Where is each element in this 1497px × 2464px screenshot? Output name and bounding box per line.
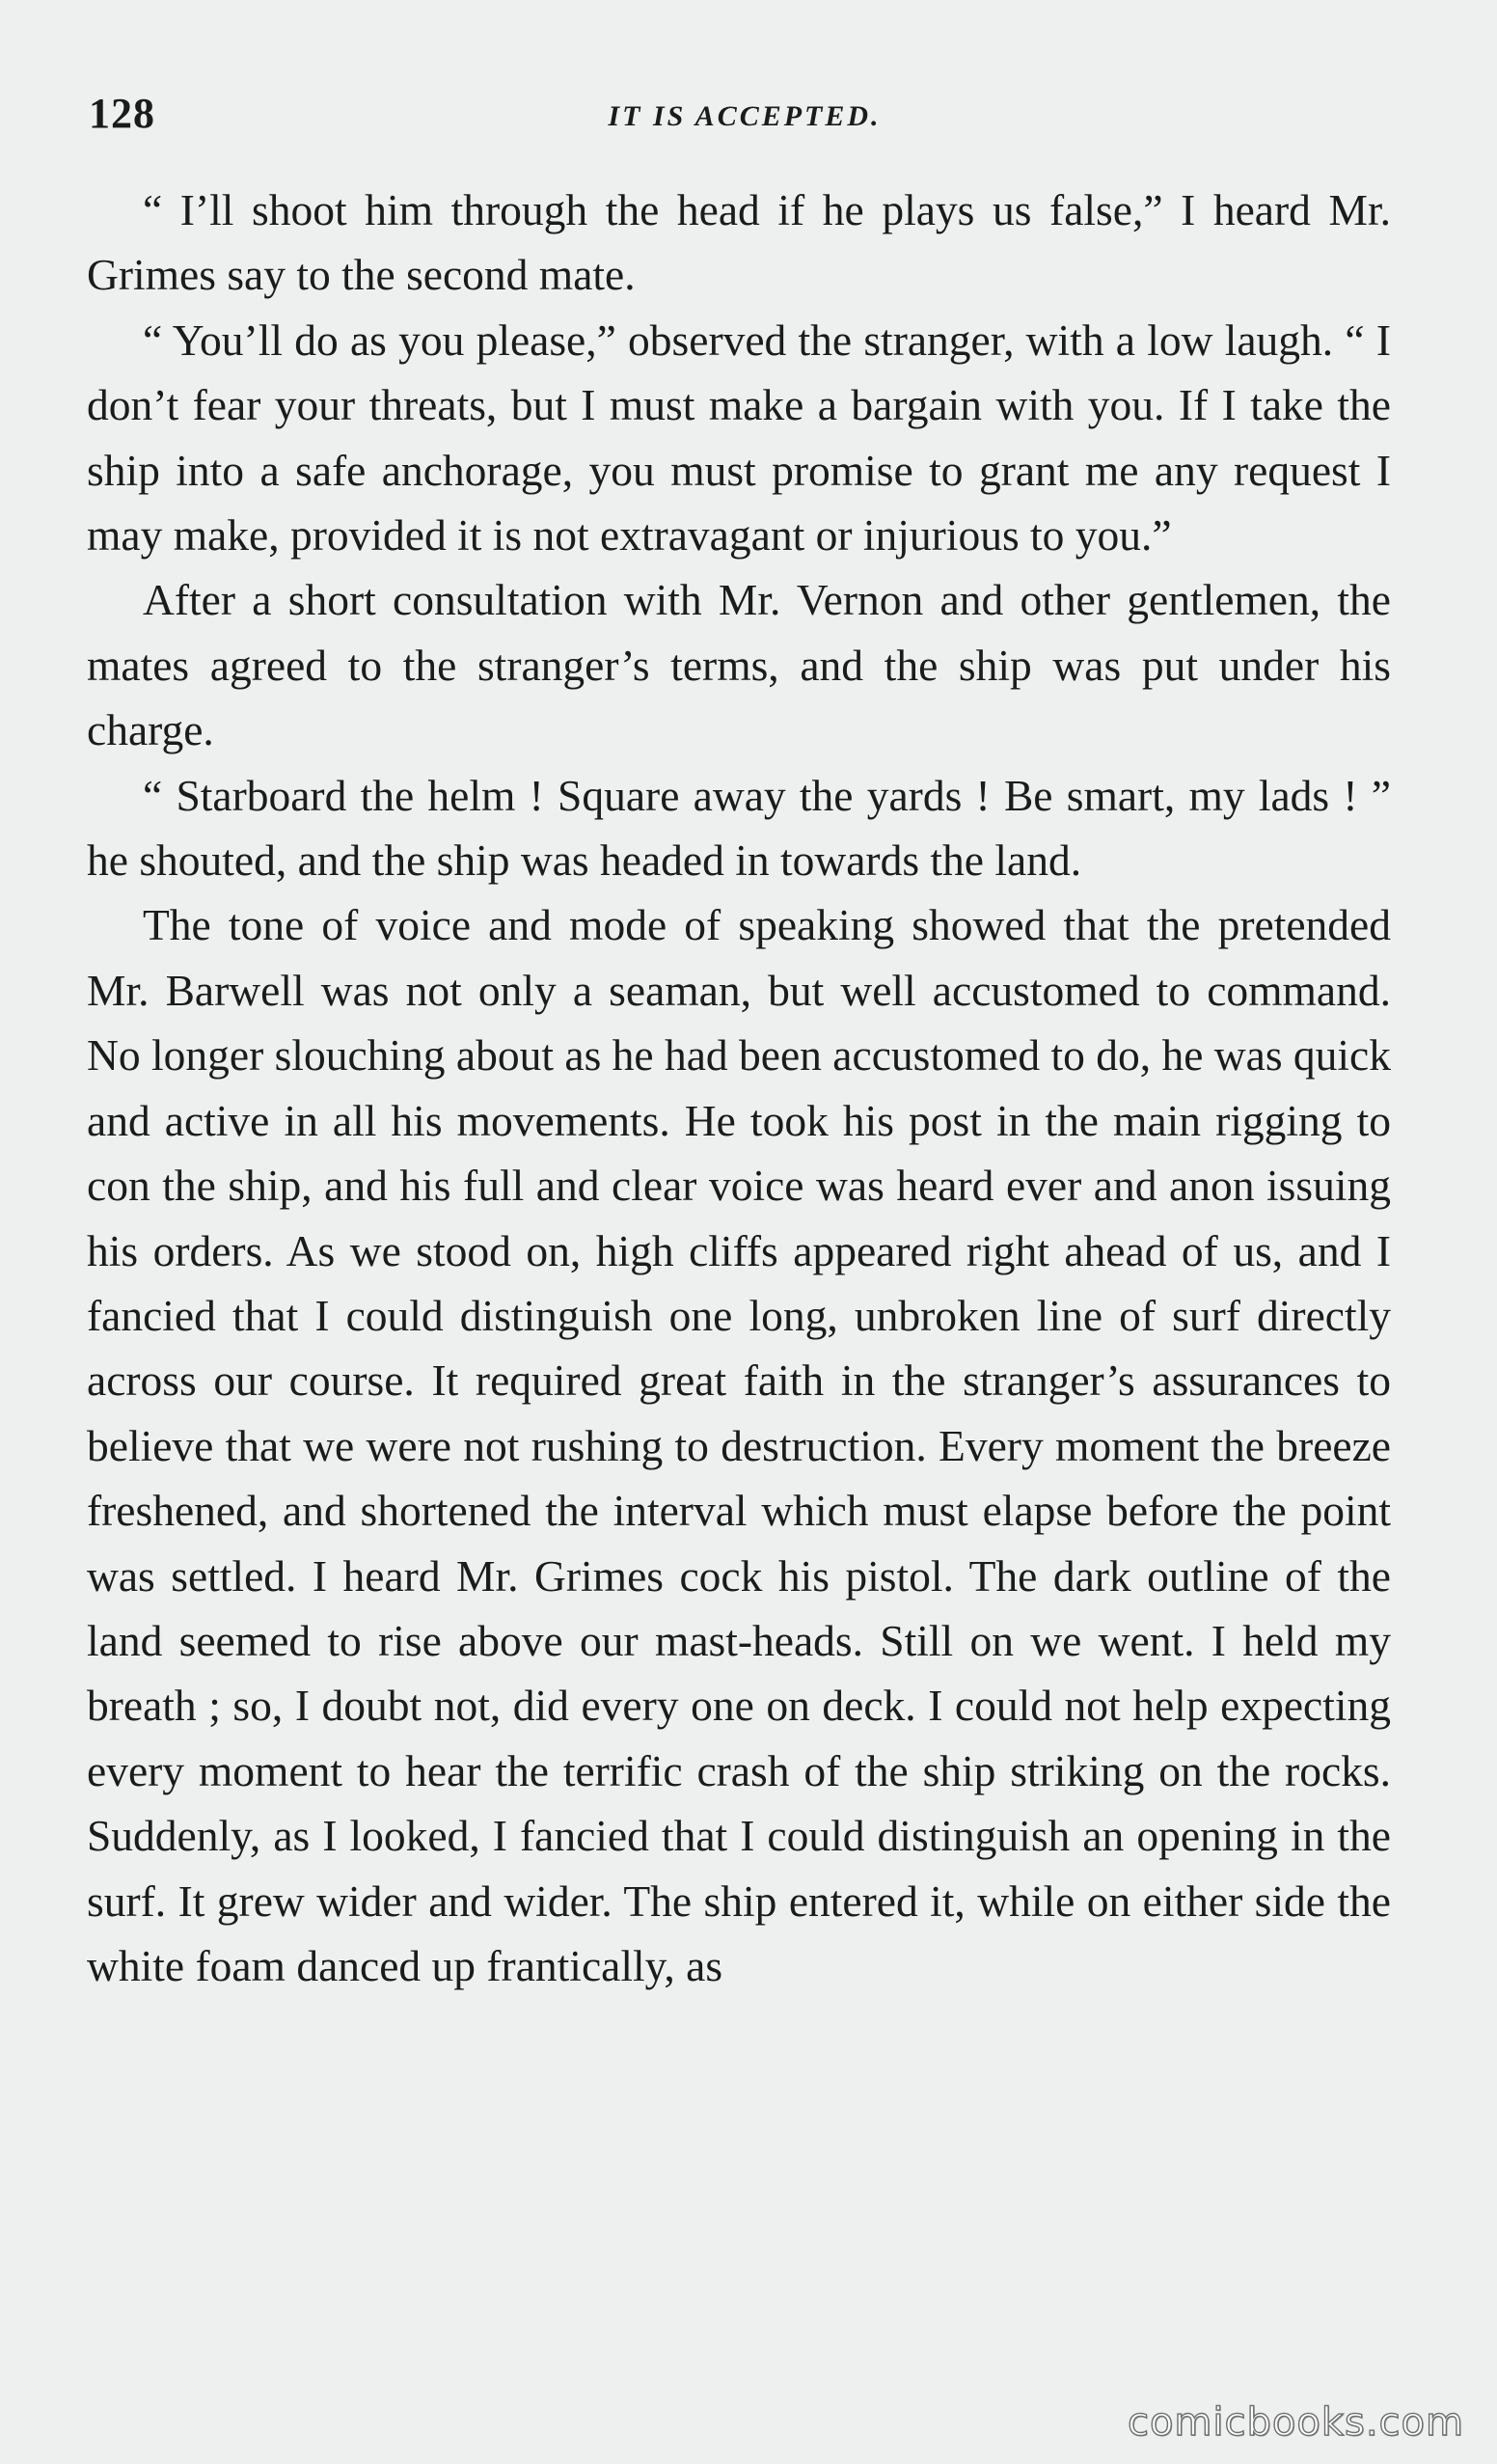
page-number: 128 bbox=[89, 90, 155, 137]
paragraph: “ Starboard the helm ! Square away the yards ! Be smart, my lads ! ” he shouted, and the ship was headed in towards the land. bbox=[87, 770, 1391, 886]
body-text bbox=[87, 178, 1391, 1998]
running-head: IT IS ACCEPTED. bbox=[608, 100, 882, 132]
paragraph: The tone of voice and mode of speaking showed that the pretended Mr. Barwell was not only a seaman, but well accustomed to command. No longer slouching about as he had been accustomed to do, he was quick and active in all his movements. He took his post in the main rigging to con the ship, and his full and clear voice was heard ever and anon issuing his orders. As we stood on, high cliffs appeared right ahead of us, and I fancied that I could distinguish one long, unbroken line of surf directly across our course. It required great faith in the stranger’s assurances to believe that we were not rushing to destruction. Every moment the breeze freshened, and shortened the interval which must elapse before the point was settled. I heard Mr. Grimes cock his pistol. The dark outline of the land seemed to rise above our mast-heads. Still on we went. I held my breath ; so, I doubt not, did every one on deck. I could not help expecting every moment to hear the terrific crash of the ship striking on the rocks. Suddenly, as I looked, I fancied that I could distinguish an opening in the surf. It grew wider and wider. The ship entered it, while on either side the white foam danced up frantically, as bbox=[87, 900, 1392, 1990]
paragraph: After a short consultation with Mr. Vernon and other gentlemen, the mates agreed to the stranger’s terms, and the ship was put under his charge. bbox=[87, 575, 1391, 755]
paragraph: “ You’ll do as you please,” observed the stranger, with a low laugh. “ I don’t fear your threats, but I must make a bargain with you. If I take the ship into a safe anchorage, you must promise to grant me any request I may make, provided it is not extravagant or injurious to you.” bbox=[87, 315, 1391, 561]
paragraph: “ I’ll shoot him through the head if he plays us false,” I heard Mr. Grimes say to the second mate. bbox=[87, 185, 1391, 300]
page-header bbox=[89, 89, 1401, 147]
watermark: comicbooks.com bbox=[1127, 2400, 1464, 2445]
